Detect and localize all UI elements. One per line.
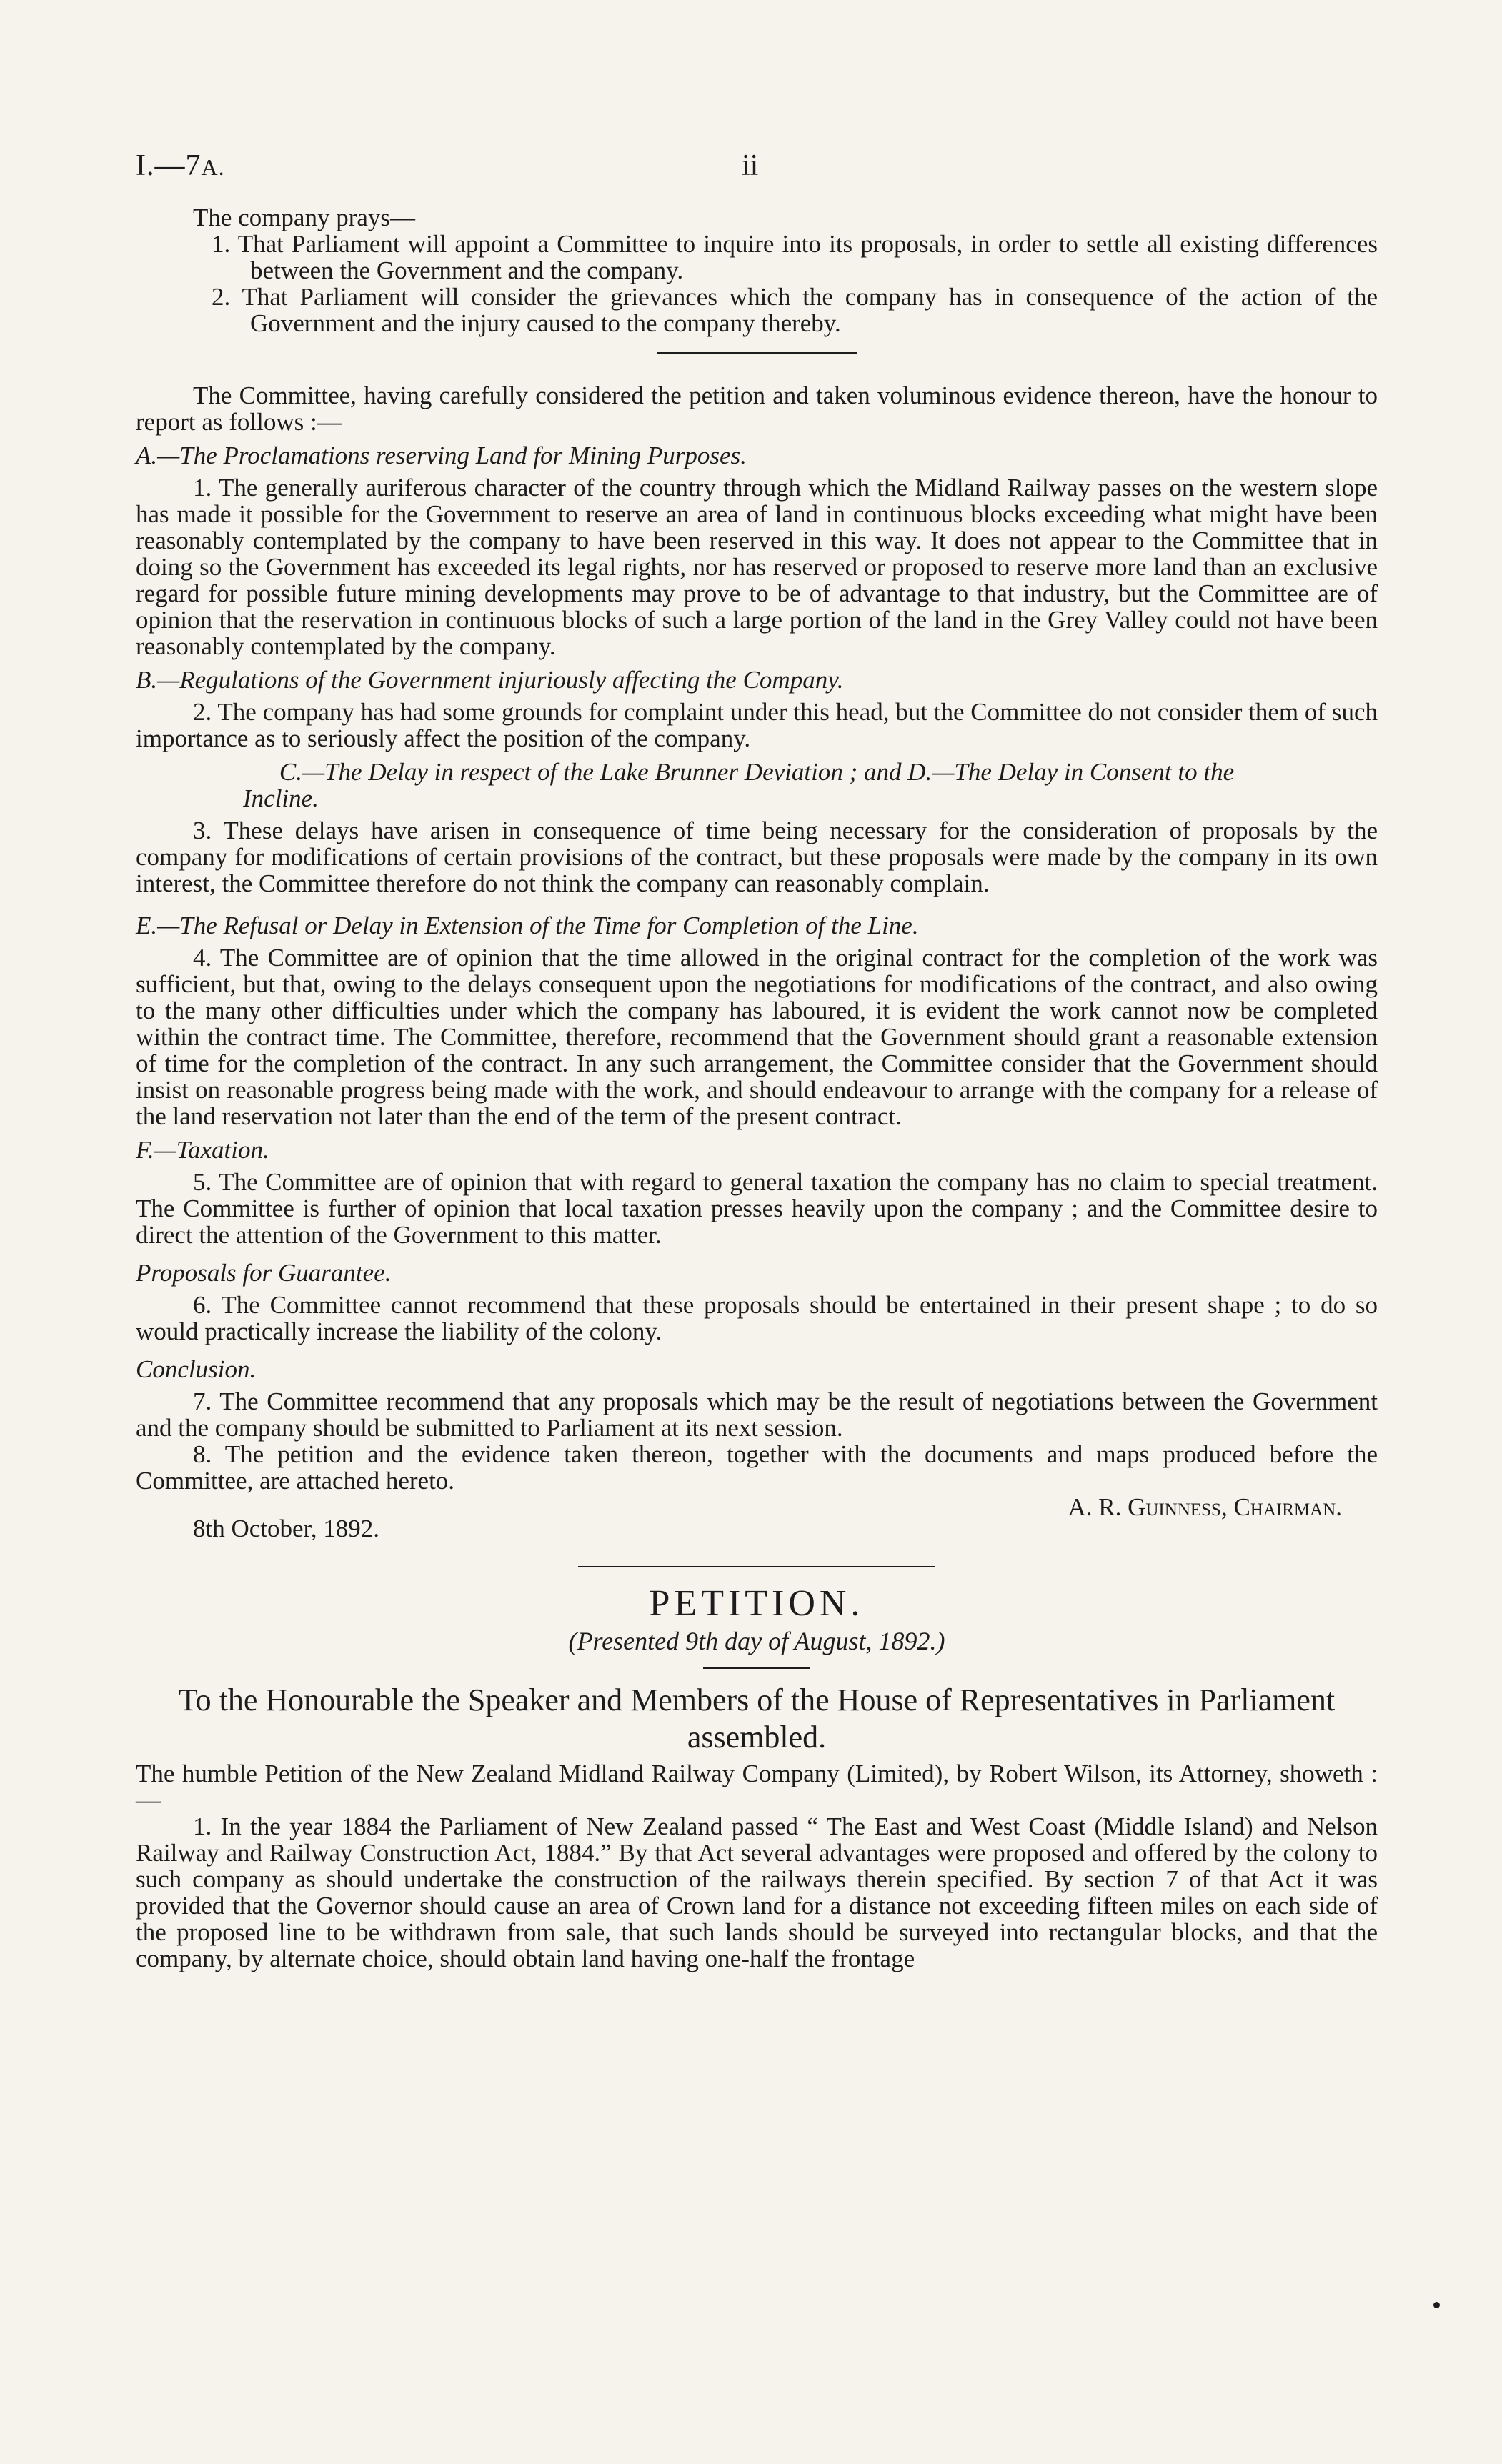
petition-paragraph-1: 1. In the year 1884 the Parliament of New Zealand passed “ The East and West Coast (Middle Island) and Nelson Railway and Railway Construction Act, 1884.” By that Act several advantages were proposed and offered by the colony to such company as should undertake the construction of the railways therein specified. By section 7 of that Act it was provided that the Governor should cause an area of Crown land for a distance not exceeding fifteen miles on each side of the proposed line to be withdrawn from sale, that such lands should be surveyed into rectangular blocks, and that the company, by alternate choice, should obtain land having one-half the frontage (136, 1812, 1378, 1972)
chairman-signature: A. R. Guinness, Chairman. (1068, 1493, 1342, 1521)
section-cd-heading: C.—The Delay in respect of the Lake Brunner Deviation ; and D.—The Delay in Consent to the Incline. (243, 758, 1235, 812)
report-intro: The Committee, having carefully considered the petition and taken voluminous evidence thereon, have the honour to report as follows :— (136, 381, 1378, 436)
section-a-heading: A.—The Proclamations reserving Land for Mining Purposes. (136, 442, 747, 469)
prayer-item-2: 2. That Parliament will consider the grievances which the company has in consequence of the action of the Government and the injury caused to the company thereby. (212, 283, 1378, 337)
conclusion-paragraph-7: 7. The Committee recommend that any proposals which may be the result of negotiations between the Government and the company should be submitted to Parliament at its next session. (136, 1387, 1378, 1442)
report-column (136, 204, 1378, 1972)
petition-title: PETITION. (649, 1583, 865, 1624)
section-e-paragraph: 4. The Committee are of opinion that the time allowed in the original contract for the completion of the work was sufficient, but that, owing to the delays consequent upon the negotiations for modifications of the contract, and also owing to the many other difficulties under which the company has laboured, it is evident the work cannot now be completed within the contract time. The Committee, therefore, recommend that the Government should grant a reasonable extension of time for the completion of the contract. In any such arrangement, the Committee consider that the Government should insist on reasonable progress being made with the work, and should endeavour to arrange with the company for a release of the land reservation not later than the end of the term of the present contract. (136, 944, 1378, 1130)
margin-mark (1433, 2302, 1440, 2308)
petition-opening: The humble Petition of the New Zealand Midland Railway Company (Limited), by Robert Wilson, its Attorney, showeth :— (136, 1760, 1378, 1814)
page-number: ii (742, 149, 759, 182)
report-date: 8th October, 1892. (193, 1515, 380, 1542)
section-b-paragraph: 2. The company has had some grounds for complaint under this head, but the Committee do not consider them of such importance as to seriously affect the position of the company. (136, 698, 1378, 752)
conclusion-heading: Conclusion. (136, 1355, 257, 1383)
section-guarantee-heading: Proposals for Guarantee. (136, 1259, 392, 1287)
prayer-intro: The company prays— (193, 204, 416, 231)
double-divider (578, 1565, 935, 1570)
petition-address: To the Honourable the Speaker and Members of the House of Representatives in Parliament assembled. (178, 1682, 1336, 1755)
section-cd-paragraph: 3. These delays have arisen in consequence of time being necessary for the consideration of proposals by the company for modifications of certain provisions of the contract, but these proposals were made by the company in its own interest, the Committee therefore do not think the company can reasonably complain. (136, 817, 1378, 897)
section-f-heading: F.—Taxation. (136, 1136, 269, 1164)
divider (657, 352, 857, 354)
petition-presented-date: (Presented 9th day of August, 1892.) (568, 1627, 945, 1655)
page-header-reference: I.—7A. (136, 149, 225, 182)
section-a-paragraph: 1. The generally auriferous character of the country through which the Midland Railway passes on the western slope has made it possible for the Government to reserve an area of land in continuous blocks exceeding what might have been reasonably contemplated by the company to have been reserved in this way. It does not appear to the Committee that in doing so the Government has exceeded its legal rights, nor has reserved or proposed to reserve more land than an exclusive regard for possible future mining developments may prove to be of advantage to that industry, but the Committee are of opinion that the reservation in continuous blocks of such a large portion of the land in the Grey Valley could not have been reasonably contemplated by the company. (136, 474, 1378, 660)
section-e-heading: E.—The Refusal or Delay in Extension of the Time for Completion of the Line. (136, 912, 919, 939)
conclusion-paragraph-8: 8. The petition and the evidence taken thereon, together with the documents and maps produced before the Committee, are attached hereto. (136, 1440, 1378, 1495)
divider (703, 1667, 810, 1669)
signature-block (136, 1494, 1378, 1542)
section-guarantee-paragraph: 6. The Committee cannot recommend that these proposals should be entertained in their present shape ; to do so would practically increase the liability of the colony. (136, 1291, 1378, 1345)
prayer-item-1: 1. That Parliament will appoint a Committee to inquire into its proposals, in order to settle all existing differences between the Government and the company. (212, 230, 1378, 284)
section-b-heading: B.—Regulations of the Government injuriously affecting the Company. (136, 666, 844, 694)
section-f-paragraph: 5. The Committee are of opinion that with regard to general taxation the company has no claim to special treatment. The Committee is further of opinion that local taxation presses heavily upon the company ; and the Committee desire to direct the attention of the Government to this matter. (136, 1168, 1378, 1249)
